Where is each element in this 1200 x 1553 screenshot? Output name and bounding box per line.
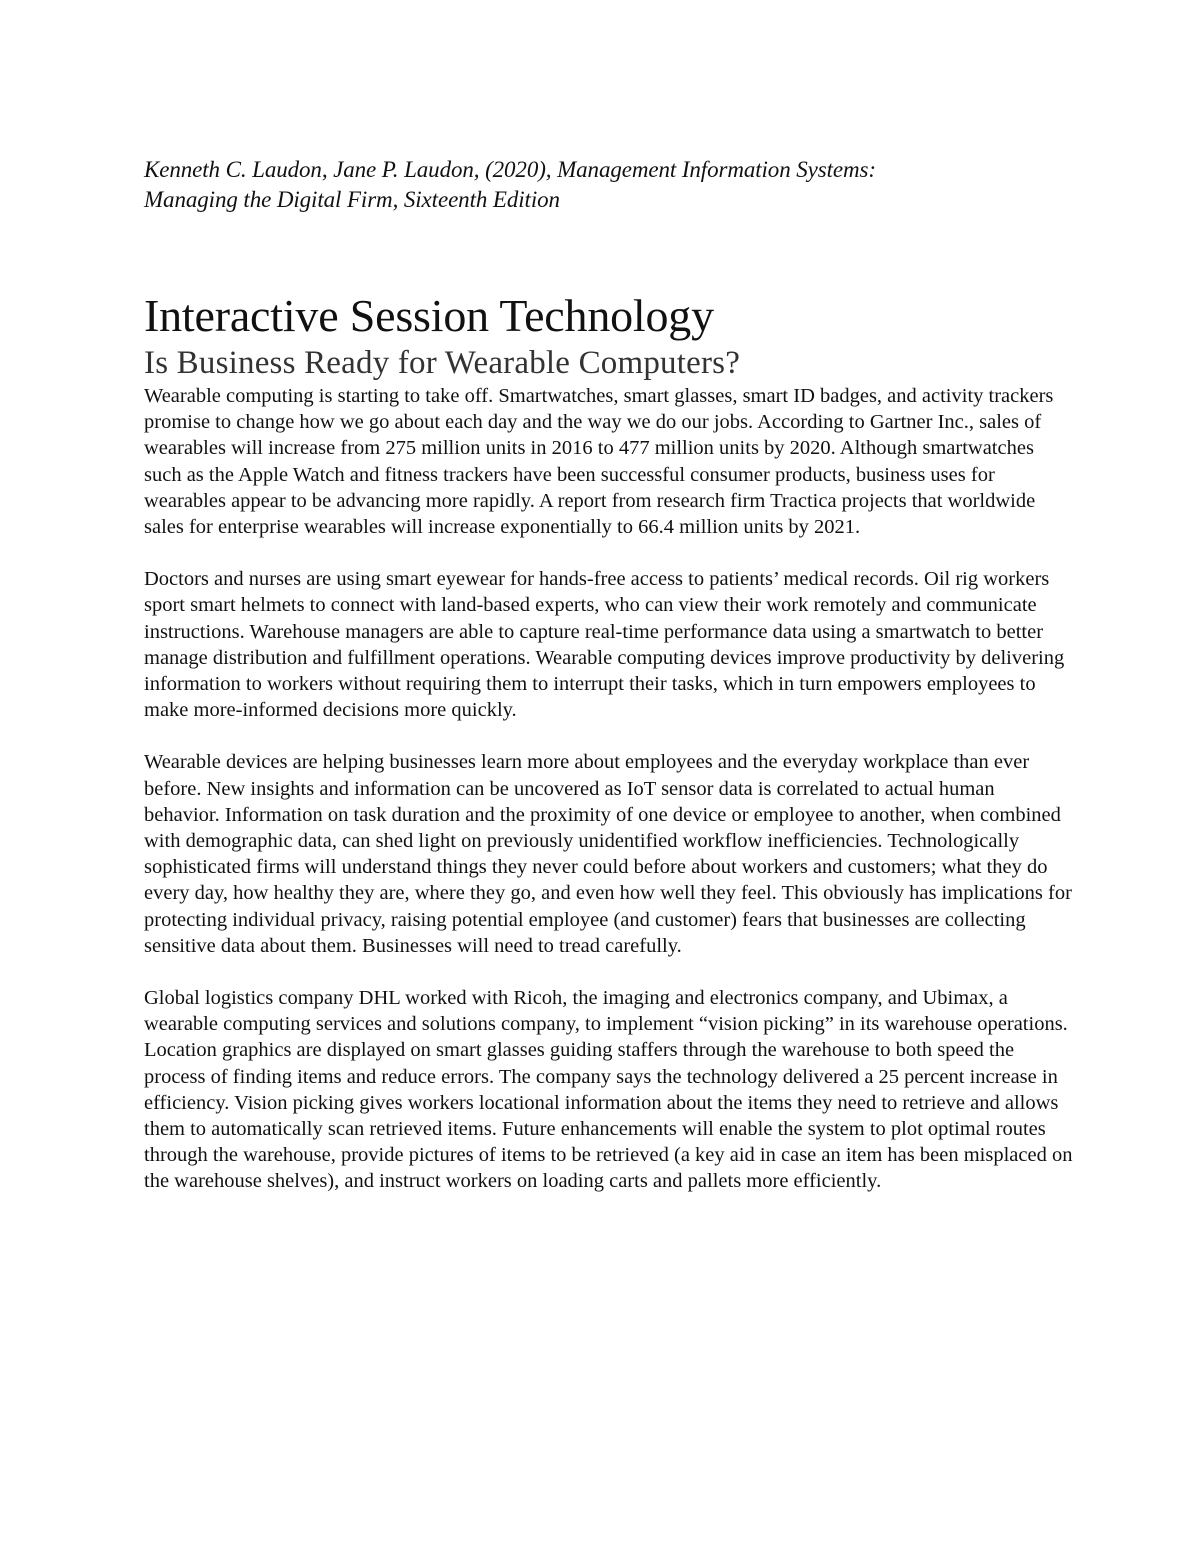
paragraph: Doctors and nurses are using smart eyewear for hands-free access to patients’ medical records. Oil rig workers sport smart helmets to connect with land-based experts, who can view their work remotely and communicate instructions. Warehouse managers are able to capture real-time performance data using a smartwatch to better manage distribution and fulfillment operations. Wearable computing devices improve productivity by delivering information to workers without requiring them to interrupt their tasks, which in turn empowers employees to make more-informed decisions more quickly.	[144, 568, 1065, 722]
document-page	[144, 155, 1074, 1221]
citation-line-1: Kenneth C. Laudon, Jane P. Laudon, (2020), Management Information Systems:	[144, 157, 876, 182]
paragraph: Wearable computing is starting to take off. Smartwatches, smart glasses, smart ID badges, and activity trackers promise to change how we go about each day and the way we do our jobs. According to Gartner Inc., sales of wearables will increase from 275 million units in 2016 to 477 million units by 2020. Although smartwatches such as the Apple Watch and fitness trackers have been successful consumer products, business uses for wearables appear to be advancing more rapidly. A report from research firm Tractica projects that worldwide sales for enterprise wearables will increase exponentially to 66.4 million units by 2021.	[144, 385, 1054, 539]
article-body	[144, 383, 1074, 1195]
citation	[144, 155, 1074, 215]
citation-line-2: Managing the Digital Firm, Sixteenth Edition	[144, 187, 560, 212]
page-subtitle: Is Business Ready for Wearable Computers?	[144, 345, 741, 381]
paragraph: Wearable devices are helping businesses learn more about employees and the everyday workplace than ever before. New insights and information can be uncovered as IoT sensor data is correlated to actual human behavior. Information on task duration and the proximity of one device or employee to another, when combined with demographic data, can shed light on previously unidentified workflow inefficiencies. Technologically sophisticated firms will understand things they never could before about workers and customers; what they do every day, how healthy they are, where they go, and even how well they feel. This obviously has implications for protecting individual privacy, raising potential employee (and customer) fears that businesses are collecting sensitive data about them. Businesses will need to tread carefully.	[144, 751, 1072, 957]
paragraph: Global logistics company DHL worked with Ricoh, the imaging and electronics company, and Ubimax, a wearable computing services and solutions company, to implement “vision picking” in its warehouse operations. Location graphics are displayed on smart glasses guiding staffers through the warehouse to both speed the process of finding items and reduce errors. The company says the technology delivered a 25 percent increase in efficiency. Vision picking gives workers locational information about the items they need to retrieve and allows them to automatically scan retrieved items. Future enhancements will enable the system to plot optimal routes through the warehouse, provide pictures of items to be retrieved (a key aid in case an item has been misplaced on the warehouse shelves), and instruct workers on loading carts and pallets more efficiently.	[144, 987, 1073, 1193]
page-title: Interactive Session Technology	[144, 290, 714, 341]
